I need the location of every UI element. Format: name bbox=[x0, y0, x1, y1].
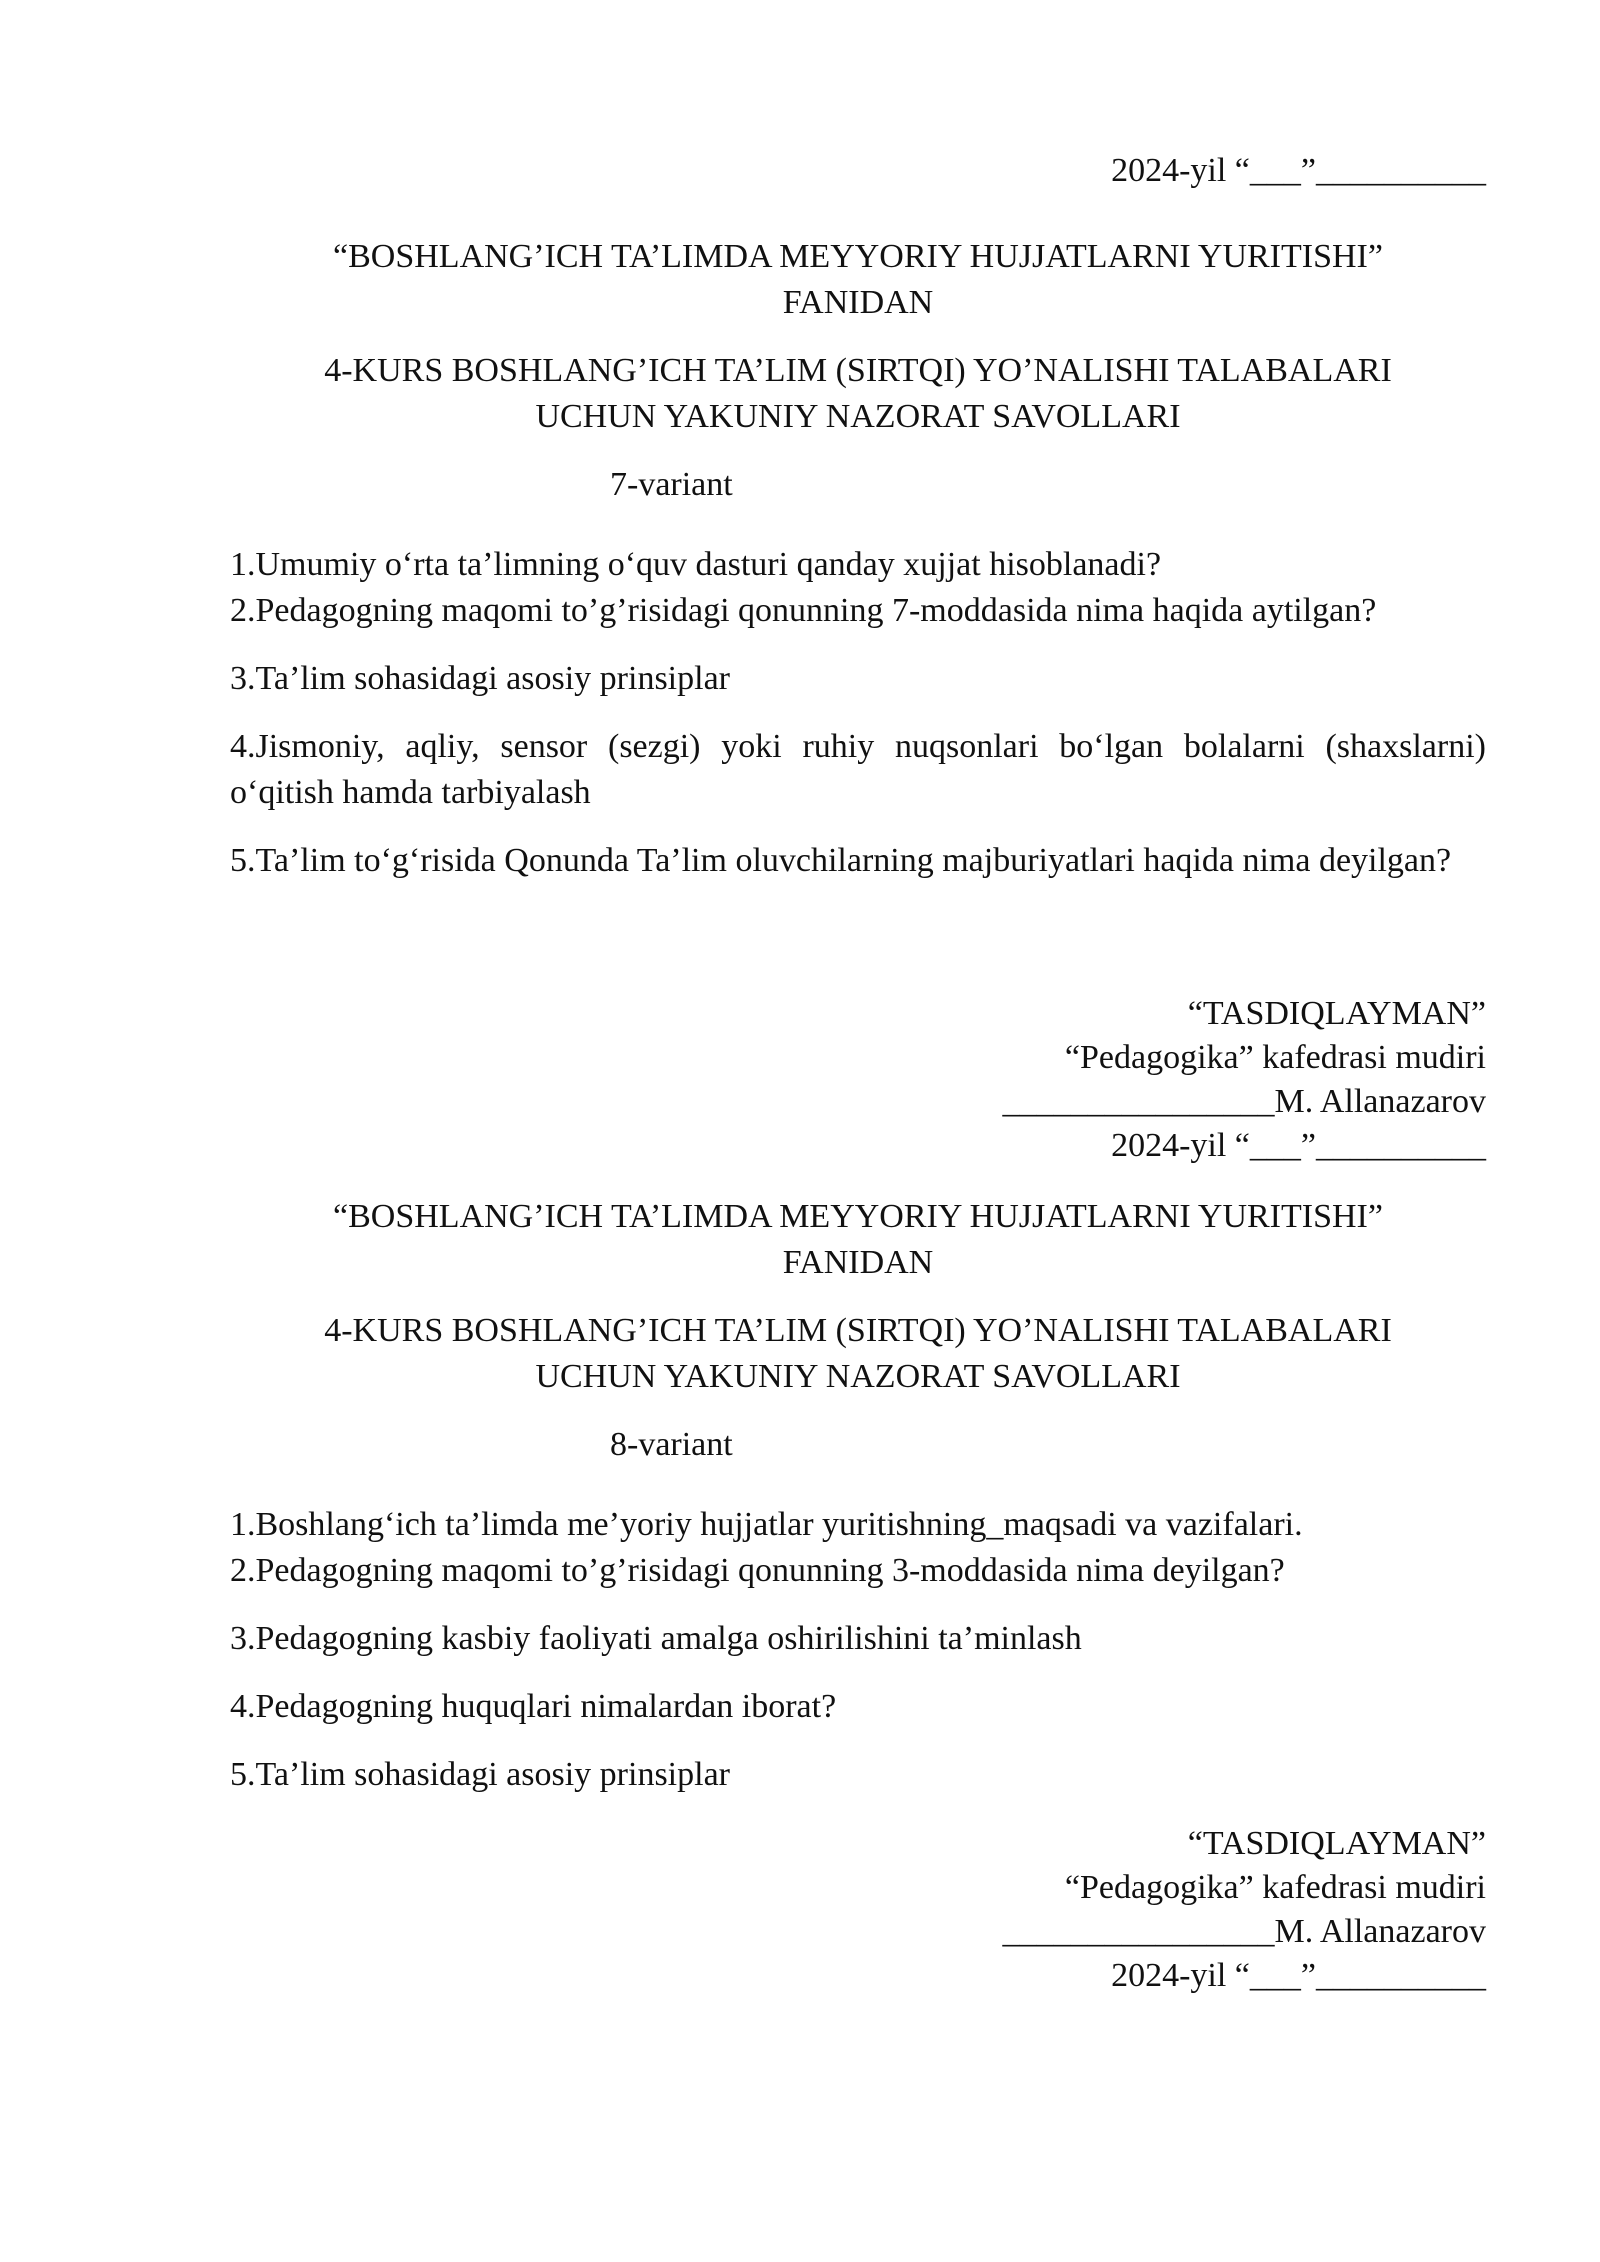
question-item: 3.Ta’lim sohasidagi asosiy prinsiplar bbox=[230, 660, 730, 697]
approval-signature: ________________M. Allanazarov bbox=[1002, 1083, 1486, 1120]
document-page bbox=[230, 148, 1486, 1998]
header-date-line: 2024-yil “___”__________ bbox=[1111, 152, 1486, 189]
approval-block bbox=[230, 1822, 1486, 1998]
approval-heading: “TASDIQLAYMAN” bbox=[1187, 1825, 1486, 1862]
course-title bbox=[230, 1194, 1486, 1286]
course-subtitle-line1: 4-KURS BOSHLANG’ICH TA’LIM (SIRTQI) YO’NALISHI TALABALARI bbox=[324, 1312, 1392, 1349]
course-title bbox=[230, 234, 1486, 326]
question-item: 2.Pedagogning maqomi to’g’risidagi qonunning 3-moddasida nima deyilgan? bbox=[230, 1552, 1285, 1589]
exam-block-variant-7 bbox=[230, 234, 1486, 1168]
exam-block-variant-8 bbox=[230, 1194, 1486, 1998]
variant-label: 8-variant bbox=[610, 1426, 733, 1463]
question-item: 2.Pedagogning maqomi to’g’risidagi qonunning 7-moddasida nima haqida aytilgan? bbox=[230, 592, 1377, 629]
question-list bbox=[230, 1502, 1486, 1798]
question-item: 1.Umumiy o‘rta ta’limning o‘quv dasturi qanday xujjat hisoblanadi? bbox=[230, 546, 1162, 583]
course-title-line2: FANIDAN bbox=[782, 1244, 934, 1281]
approval-date: 2024-yil “___”__________ bbox=[1111, 1127, 1486, 1164]
variant-label: 7-variant bbox=[610, 466, 733, 503]
approval-position: “Pedagogika” kafedrasi mudiri bbox=[1064, 1869, 1486, 1906]
course-subtitle-line1: 4-KURS BOSHLANG’ICH TA’LIM (SIRTQI) YO’NALISHI TALABALARI bbox=[324, 352, 1392, 389]
question-item: 4.Pedagogning huquqlari nimalardan iborat? bbox=[230, 1688, 837, 1725]
question-list bbox=[230, 542, 1486, 884]
course-subtitle-line2: UCHUN YAKUNIY NAZORAT SAVOLLARI bbox=[535, 1358, 1181, 1395]
question-item: 3.Pedagogning kasbiy faoliyati amalga oshirilishini ta’minlash bbox=[230, 1620, 1082, 1657]
course-title-line2: FANIDAN bbox=[782, 284, 934, 321]
approval-signature: ________________M. Allanazarov bbox=[1002, 1913, 1486, 1950]
course-subtitle-line2: UCHUN YAKUNIY NAZORAT SAVOLLARI bbox=[535, 398, 1181, 435]
course-subtitle bbox=[230, 1308, 1486, 1400]
question-item: 5.Ta’lim sohasidagi asosiy prinsiplar bbox=[230, 1756, 730, 1793]
approval-block bbox=[230, 992, 1486, 1168]
question-item: 1.Boshlang‘ich ta’limda me’yoriy hujjatlar yuritishning_maqsadi va vazifalari. bbox=[230, 1506, 1303, 1543]
course-title-line1: “BOSHLANG’ICH TA’LIMDA MEYYORIY HUJJATLARNI YURITISHI” bbox=[333, 1198, 1383, 1235]
course-title-line1: “BOSHLANG’ICH TA’LIMDA MEYYORIY HUJJATLARNI YURITISHI” bbox=[333, 238, 1383, 275]
approval-position: “Pedagogika” kafedrasi mudiri bbox=[1064, 1039, 1486, 1076]
question-item: 4.Jismoniy, aqliy, sensor (sezgi) yoki ruhiy nuqsonlari bo‘lgan bolalarni (shaxslarni) o‘qitish hamda tarbiyalash bbox=[230, 728, 1486, 811]
approval-date: 2024-yil “___”__________ bbox=[1111, 1957, 1486, 1994]
question-item: 5.Ta’lim to‘g‘risida Qonunda Ta’lim oluvchilarning majburiyatlari haqida nima deyilgan? bbox=[230, 842, 1452, 879]
approval-heading: “TASDIQLAYMAN” bbox=[1187, 995, 1486, 1032]
course-subtitle bbox=[230, 348, 1486, 440]
